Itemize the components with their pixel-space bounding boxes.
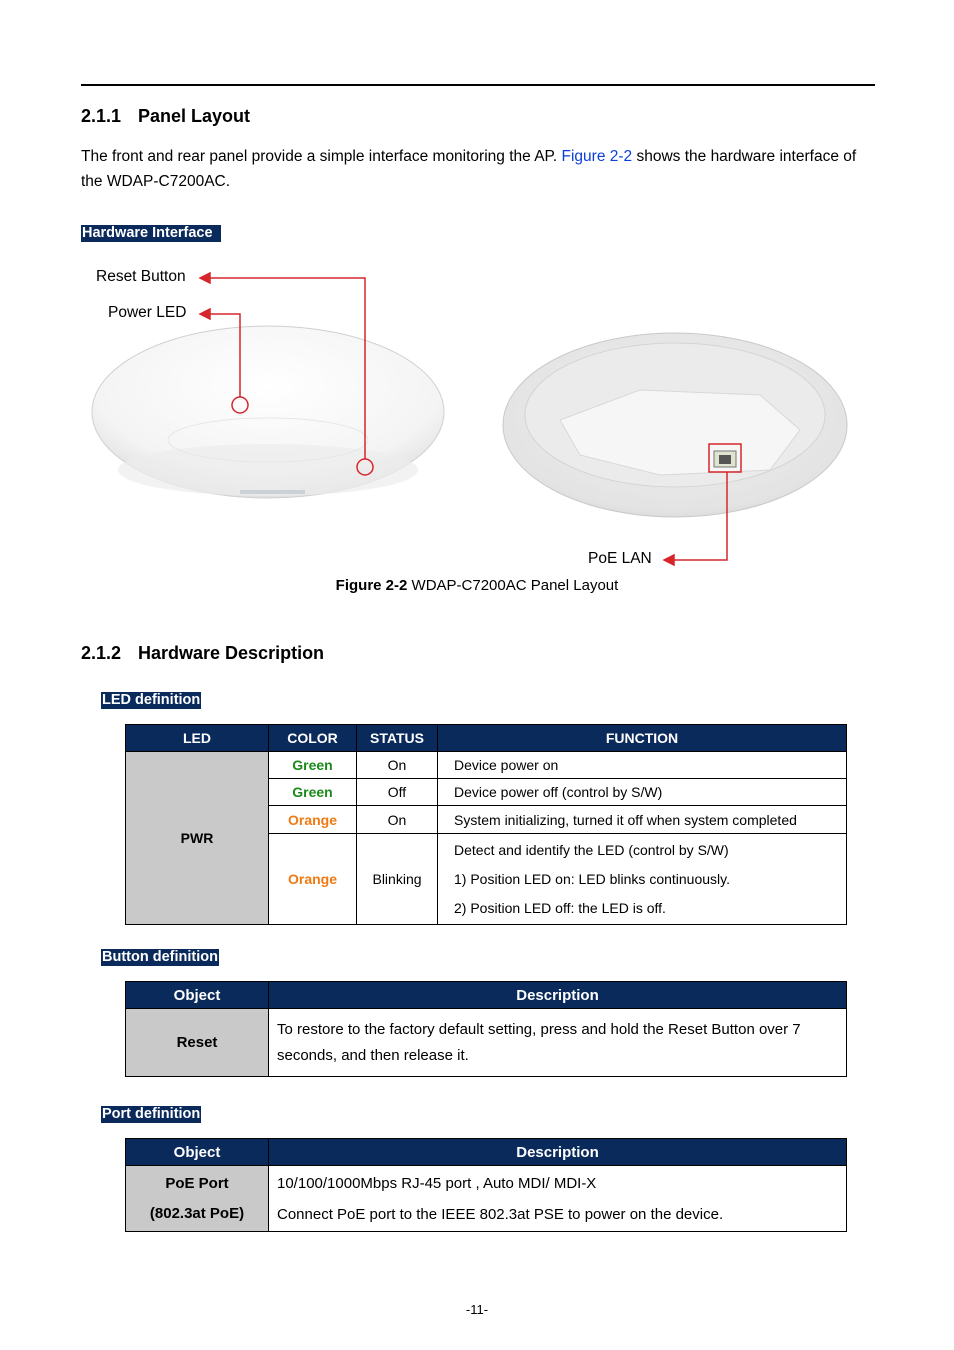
button-table-header: Object Description	[126, 982, 847, 1009]
panel-layout-figure	[0, 0, 954, 600]
section-heading-panel-layout: 2.1.1 Panel Layout	[81, 106, 251, 126]
intro-paragraph: The front and rear panel provide a simple interface monitoring the AP. Figure 2-2 shows the hardware interface of the WDAP-C7200AC.	[81, 148, 857, 190]
led-definition-table	[125, 724, 847, 925]
figure-caption: Figure 2-2 WDAP-C7200AC Panel Layout	[335, 577, 619, 594]
led-name-cell: PWR	[126, 752, 269, 925]
table-row: Orange On System initializing, turned it off when system completed	[126, 806, 847, 834]
port-definition-tag: Port definition	[102, 1106, 201, 1122]
button-definition-tag: Button definition	[102, 949, 218, 965]
table-row: Green Off Device power off (control by S/W)	[126, 779, 847, 806]
port-definition-table	[125, 1138, 847, 1232]
poe-lan-callout: PoE LAN	[588, 550, 652, 567]
reset-button-callout: Reset Button	[96, 268, 186, 285]
table-row: Reset To restore to the factory default setting, press and hold the Reset Button over 7 seconds, and then release it.	[126, 1009, 847, 1077]
hardware-interface-tag: Hardware Interface	[81, 225, 221, 242]
figure-link[interactable]: Figure 2-2	[561, 148, 633, 165]
rear-device-image	[503, 333, 847, 517]
page-number: -11-	[465, 1302, 489, 1317]
table-row: PoE Port (802.3at PoE) 10/100/1000Mbps RJ-45 port , Auto MDI/ MDI-X Connect PoE port to the IEEE 802.3at PSE to power on the device.	[126, 1166, 847, 1232]
led-table-header: LED COLOR STATUS FUNCTION	[126, 725, 847, 752]
port-table-header: Object Description	[126, 1139, 847, 1166]
led-definition-tag: LED definition	[102, 692, 201, 708]
section-heading-hardware-description: 2.1.2 Hardware Description	[81, 643, 325, 663]
table-row: Orange Blinking Detect and identify the LED (control by S/W) 1) Position LED on: LED blinks continuously. 2) Position LED off: the LED is off.	[126, 834, 847, 925]
button-definition-table	[125, 981, 847, 1077]
front-device-image	[92, 326, 444, 498]
power-led-callout: Power LED	[108, 304, 187, 321]
table-row: PWR Green On Device power on	[126, 752, 847, 779]
